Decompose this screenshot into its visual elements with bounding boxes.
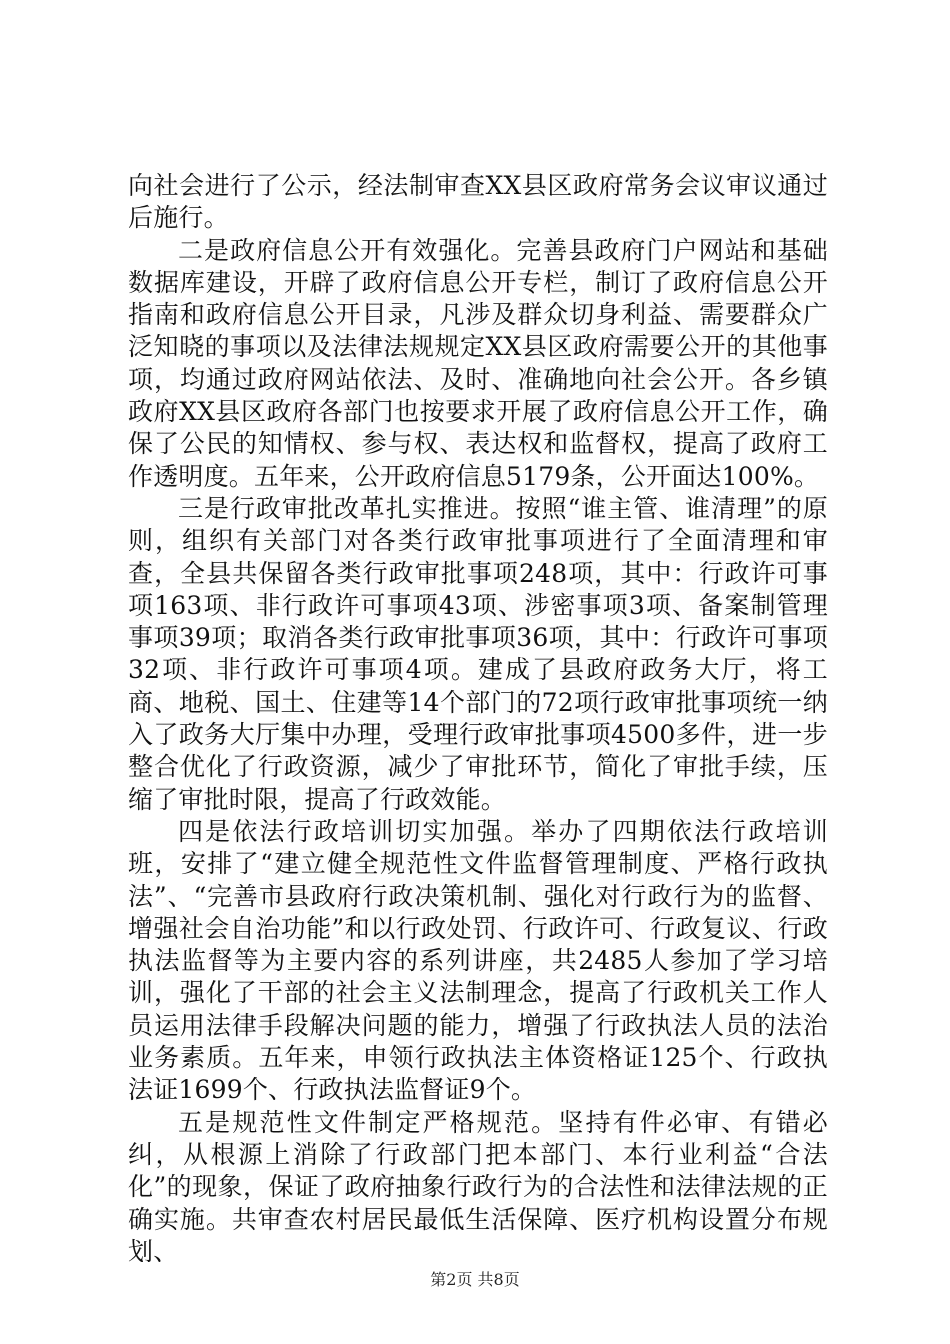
paragraph-training: 四是依法行政培训切实加强。举办了四期依法行政培训班，安排了“建立健全规范性文件监督管理制度、严格行政执法”、“完善市县政府行政决策机制、强化对行政行为的监督、增强社会自治功能”和以行政处罚、行政许可、行政复议、行政执法监督等为主要内容的系列讲座，共2485人参加了学习培训，强化了干部的社会主义法制理念，提高了行政机关工作人员运用法律手段解决问题的能力，增强了行政执法人员的法治业务素质。五年来，申领行政执法主体资格证125个、行政执法证1699个、行政执法监督证9个。 [128,816,828,1105]
paragraph-normative-documents: 五是规范性文件制定严格规范。坚持有件必审、有错必纠，从根源上消除了行政部门把本部门、本行业利益“合法化”的现象，保证了政府抽象行政行为的合法性和法律法规的正确实施。共审查农村居民最低生活保障、医疗机构设置分布规划、 [128,1107,828,1266]
paragraph-info-disclosure: 二是政府信息公开有效强化。完善县政府门户网站和基础数据库建设，开辟了政府信息公开专栏，制订了政府信息公开指南和政府信息公开目录，凡涉及群众切身利益、需要群众广泛知晓的事项以及法律法规规定XX县区政府需要公开的其他事项，均通过政府网站依法、及时、准确地向社会公开。各乡镇政府XX县区政府各部门也按要求开展了政府信息公开工作，确保了公民的知情权、参与权、表达权和监督权，提高了政府工作透明度。五年来，公开政府信息5179条，公开面达100%。 [128,235,828,491]
page-number-footer: 第2页 共8页 [430,1270,520,1289]
paragraph-approval-reform: 三是行政审批改革扎实推进。按照“谁主管、谁清理”的原则，组织有关部门对各类行政审批事项进行了全面清理和审查，全县共保留各类行政审批事项248项，其中：行政许可事项163项、非行政许可事项43项、涉密事项3项、备案制管理事项39项；取消各类行政审批事项36项，其中：行政许可事项32项、非行政许可事项4项。建成了县政府政务大厅，将工商、地税、国土、住建等14个部门的72项行政审批事项统一纳入了政务大厅集中办理，受理行政审批事项4500多件，进一步整合优化了行政资源，减少了审批环节，简化了审批手续，压缩了审批时限，提高了行政效能。 [128,493,828,814]
paragraph-continuation: 向社会进行了公示，经法制审查XX县区政府常务会议审议通过后施行。 [128,171,828,233]
document-body [128,170,828,1268]
